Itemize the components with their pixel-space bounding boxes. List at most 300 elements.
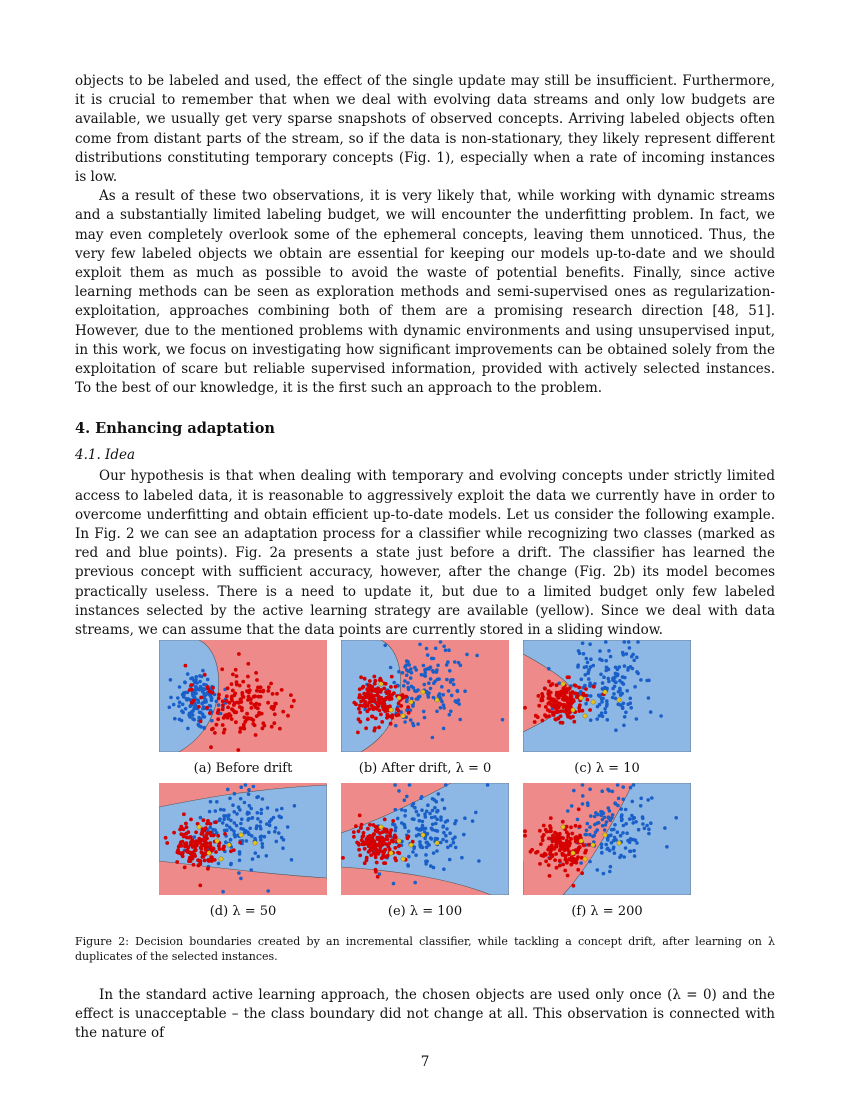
- blue-point: [256, 795, 260, 799]
- red-point: [230, 697, 234, 701]
- blue-point: [465, 653, 469, 657]
- red-point: [379, 713, 383, 717]
- paragraph-bottom-wrap: [75, 986, 775, 1044]
- blue-point: [198, 674, 202, 678]
- red-point: [568, 715, 572, 719]
- blue-point: [451, 837, 455, 841]
- blue-point: [606, 718, 610, 722]
- blue-point: [238, 852, 242, 856]
- blue-point: [248, 804, 252, 808]
- blue-point: [430, 657, 434, 661]
- blue-point: [183, 680, 187, 684]
- red-point: [190, 701, 194, 705]
- blue-point: [647, 827, 651, 831]
- red-point: [567, 844, 571, 848]
- blue-point: [632, 849, 636, 853]
- red-point: [538, 862, 542, 866]
- blue-point: [566, 809, 570, 813]
- red-point: [575, 851, 579, 855]
- red-point: [255, 678, 259, 682]
- blue-point: [639, 678, 643, 682]
- red-point: [246, 662, 250, 666]
- blue-point: [441, 693, 445, 697]
- blue-point: [274, 826, 278, 830]
- red-point: [383, 704, 387, 708]
- blue-point: [606, 838, 610, 842]
- red-point: [292, 699, 296, 703]
- blue-point: [178, 718, 182, 722]
- red-point: [256, 686, 260, 690]
- blue-point: [247, 788, 251, 792]
- selected-point: [435, 698, 439, 702]
- blue-point: [257, 855, 261, 859]
- red-point: [577, 686, 581, 690]
- blue-point: [275, 808, 279, 812]
- red-point: [275, 692, 279, 696]
- red-point: [235, 683, 239, 687]
- red-point: [247, 684, 251, 688]
- red-point: [391, 713, 395, 717]
- red-point: [212, 834, 216, 838]
- blue-point: [623, 640, 627, 644]
- red-point: [374, 825, 378, 829]
- blue-point: [624, 846, 628, 850]
- red-point: [209, 822, 213, 826]
- red-point: [359, 826, 363, 830]
- blue-point: [434, 647, 438, 651]
- red-point: [203, 829, 207, 833]
- blue-point: [396, 817, 400, 821]
- blue-point: [477, 859, 481, 863]
- red-point: [216, 834, 220, 838]
- blue-point: [646, 798, 650, 802]
- blue-point: [641, 815, 645, 819]
- paragraph-observations: As a result of these two observations, it is very likely that, while working with dynamic streams and a substantially limited labeling budget, we will encounter the underfitting problem. In fact, we may even completely overlook some of the ephemeral concepts, leaving them unnoticed. Thus, the very few labeled objects we obtain are essential for keeping our models up-to-date and we should exploit them as much as possible to avoid the waste of potential benefits. Finally, since active learning methods can be seen as exploration methods and semi-supervised ones as regularization-exploitation, approaches combining both of them are a promising research direction [48, 51]. However, due to the mentioned problems with dynamic environments and using unsupervised input, in this work, we focus on investigating how significant improvements can be obtained solely from the exploitation of scare but reliable supervised information, provided with actively selected instances. To the best of our knowledge, it is the first such an approach to the problem.: [75, 188, 775, 397]
- red-point: [199, 720, 203, 724]
- red-point: [210, 728, 214, 732]
- blue-point: [429, 836, 433, 840]
- blue-point: [190, 710, 194, 714]
- red-point: [397, 701, 401, 705]
- blue-point: [235, 812, 239, 816]
- blue-point: [435, 710, 439, 714]
- red-point: [380, 720, 384, 724]
- red-point: [561, 820, 565, 824]
- blue-point: [266, 889, 270, 893]
- blue-point: [421, 820, 425, 824]
- blue-point: [594, 831, 598, 835]
- red-point: [203, 844, 207, 848]
- blue-point: [600, 789, 604, 793]
- blue-point: [600, 851, 604, 855]
- red-point: [551, 846, 555, 850]
- panel-plot-d: [159, 783, 327, 895]
- red-point: [576, 868, 580, 872]
- blue-point: [628, 646, 632, 650]
- selected-point: [207, 851, 211, 855]
- red-point: [269, 682, 273, 686]
- red-point: [372, 851, 376, 855]
- blue-point: [270, 818, 274, 822]
- red-point: [384, 696, 388, 700]
- paragraph-idea: Our hypothesis is that when dealing with temporary and evolving concepts under strictly limited access to labeled data, it is reasonable to aggressively exploit the data we currently have in order to overcome underfitting and obtain efficient up-to-date models. Let us consider the following example. In Fig. 2 we can see an adaptation process for a classifier while recognizing two classes (marked as red and blue points). Fig. 2a presents a state just before a drift. The classifier has learned the previous concept with sufficient accuracy, however, after the change (Fig. 2b) its model becomes practically useless. There is a need to update it, but due to a limited budget only few labeled instances selected by the active learning strategy are available (yellow). Since we deal with data streams, we can assume that the data points are currently stored in a sliding window.: [75, 468, 775, 639]
- red-point: [523, 706, 527, 710]
- blue-point: [224, 840, 228, 844]
- blue-point: [432, 851, 436, 855]
- blue-point: [426, 667, 430, 671]
- blue-point: [618, 679, 622, 683]
- blue-point: [444, 648, 448, 652]
- blue-point: [256, 811, 260, 815]
- red-point: [213, 731, 217, 735]
- red-point: [565, 839, 569, 843]
- blue-point: [184, 707, 188, 711]
- blue-point: [218, 817, 222, 821]
- blue-point: [437, 792, 441, 796]
- blue-point: [439, 841, 443, 845]
- blue-point: [201, 669, 205, 673]
- selected-point: [397, 839, 401, 843]
- blue-point: [609, 865, 613, 869]
- blue-point: [627, 640, 631, 644]
- red-point: [221, 703, 225, 707]
- blue-point: [611, 696, 615, 700]
- blue-point: [429, 677, 433, 681]
- blue-point: [431, 809, 435, 813]
- red-point: [363, 861, 367, 865]
- red-point: [209, 745, 213, 749]
- subfigure-caption-f: (f) λ = 200: [571, 904, 643, 919]
- blue-point: [251, 857, 255, 861]
- blue-point: [448, 669, 452, 673]
- blue-point: [279, 815, 283, 819]
- red-point: [573, 836, 577, 840]
- blue-point: [629, 706, 633, 710]
- blue-point: [404, 809, 408, 813]
- selected-point: [583, 857, 587, 861]
- blue-point: [579, 861, 583, 865]
- red-point: [372, 675, 376, 679]
- red-point: [218, 847, 222, 851]
- selected-point: [571, 708, 575, 712]
- red-point: [238, 730, 242, 734]
- red-point: [234, 668, 238, 672]
- selected-point: [389, 708, 393, 712]
- red-point: [544, 828, 548, 832]
- blue-point: [602, 872, 606, 876]
- blue-point: [253, 837, 257, 841]
- blue-point: [598, 649, 602, 653]
- red-point: [358, 711, 362, 715]
- blue-point: [614, 728, 618, 732]
- red-point: [261, 689, 265, 693]
- red-point: [577, 706, 581, 710]
- blue-point: [258, 825, 262, 829]
- blue-point: [596, 813, 600, 817]
- blue-point: [624, 711, 628, 715]
- blue-point: [423, 683, 427, 687]
- blue-point: [431, 797, 435, 801]
- red-point: [559, 709, 563, 713]
- blue-point: [454, 846, 458, 850]
- red-point: [191, 851, 195, 855]
- blue-point: [439, 818, 443, 822]
- red-point: [164, 836, 168, 840]
- blue-point: [428, 812, 432, 816]
- blue-point: [586, 661, 590, 665]
- red-point: [369, 840, 373, 844]
- red-point: [377, 704, 381, 708]
- blue-point: [393, 783, 397, 787]
- blue-point: [389, 666, 393, 670]
- red-point: [254, 733, 258, 737]
- blue-point: [394, 829, 398, 833]
- selected-point: [379, 682, 383, 686]
- red-point: [556, 696, 560, 700]
- red-point: [266, 701, 270, 705]
- blue-point: [273, 830, 277, 834]
- selected-point: [227, 843, 231, 847]
- red-point: [547, 863, 551, 867]
- blue-point: [421, 846, 425, 850]
- blue-point: [603, 828, 607, 832]
- blue-point: [416, 722, 420, 726]
- red-point: [555, 866, 559, 870]
- red-point: [572, 720, 576, 724]
- blue-point: [217, 862, 221, 866]
- blue-point: [620, 818, 624, 822]
- blue-point: [625, 689, 629, 693]
- blue-point: [607, 649, 611, 653]
- blue-point: [239, 822, 243, 826]
- blue-point: [632, 659, 636, 663]
- selected-point: [591, 700, 595, 704]
- blue-point: [592, 664, 596, 668]
- blue-point: [595, 717, 599, 721]
- blue-point: [192, 718, 196, 722]
- blue-point: [237, 871, 241, 875]
- blue-point: [193, 695, 197, 699]
- blue-point: [454, 819, 458, 823]
- blue-point: [435, 668, 439, 672]
- blue-point: [255, 827, 259, 831]
- figure-caption: Figure 2: Decision boundaries created by an incremental classifier, while tackling a concept drift, after learning on λ duplicates of the selected instances.: [75, 935, 775, 963]
- blue-point: [222, 808, 226, 812]
- blue-point: [463, 689, 467, 693]
- red-point: [208, 711, 212, 715]
- red-point: [358, 854, 362, 858]
- blue-point: [208, 810, 212, 814]
- red-point: [578, 834, 582, 838]
- red-point: [191, 855, 195, 859]
- blue-point: [445, 827, 449, 831]
- selected-point: [561, 825, 565, 829]
- blue-point: [434, 822, 438, 826]
- red-point: [226, 686, 230, 690]
- red-point: [557, 837, 561, 841]
- blue-point: [413, 689, 417, 693]
- blue-point: [628, 817, 632, 821]
- blue-point: [639, 804, 643, 808]
- selected-point: [401, 714, 405, 718]
- red-point: [559, 721, 563, 725]
- blue-point: [200, 702, 204, 706]
- red-point: [538, 829, 542, 833]
- selected-point: [379, 825, 383, 829]
- blue-point: [447, 648, 451, 652]
- blue-point: [438, 692, 442, 696]
- selected-point: [579, 839, 583, 843]
- red-point: [541, 695, 545, 699]
- red-point: [239, 726, 243, 730]
- red-point: [213, 858, 217, 862]
- blue-point: [610, 841, 614, 845]
- blue-point: [604, 823, 608, 827]
- blue-point: [585, 833, 589, 837]
- red-point: [252, 695, 256, 699]
- blue-point: [641, 822, 645, 826]
- blue-point: [427, 681, 431, 685]
- red-point: [243, 716, 247, 720]
- red-point: [380, 840, 384, 844]
- blue-point: [607, 806, 611, 810]
- red-point: [182, 827, 186, 831]
- blue-point: [607, 816, 611, 820]
- blue-point: [622, 702, 626, 706]
- red-point: [406, 705, 410, 709]
- red-point: [378, 709, 382, 713]
- subsection-title: 4.1. Idea: [75, 447, 136, 464]
- blue-point: [449, 710, 453, 714]
- blue-point: [453, 660, 457, 664]
- red-point: [583, 851, 587, 855]
- red-point: [543, 687, 547, 691]
- red-point: [365, 856, 369, 860]
- blue-point: [401, 671, 405, 675]
- red-point: [570, 832, 574, 836]
- red-point: [362, 831, 366, 835]
- red-point: [198, 884, 202, 888]
- red-point: [561, 836, 565, 840]
- blue-point: [425, 845, 429, 849]
- red-point: [555, 691, 559, 695]
- red-point: [539, 699, 543, 703]
- red-point: [281, 710, 285, 714]
- red-point: [216, 717, 220, 721]
- blue-point: [602, 675, 606, 679]
- red-point: [361, 686, 365, 690]
- blue-point: [600, 700, 604, 704]
- red-point: [357, 848, 361, 852]
- blue-point: [425, 860, 429, 864]
- red-point: [393, 846, 397, 850]
- red-point: [358, 814, 362, 818]
- blue-point: [613, 851, 617, 855]
- red-point: [368, 823, 372, 827]
- blue-point: [413, 881, 417, 885]
- blue-point: [244, 783, 248, 787]
- red-point: [574, 824, 578, 828]
- blue-point: [423, 671, 427, 675]
- red-point: [255, 702, 259, 706]
- figure-panel-c: [523, 640, 691, 752]
- red-point: [184, 664, 188, 668]
- red-point: [547, 837, 551, 841]
- red-point: [553, 858, 557, 862]
- blue-point: [392, 681, 396, 685]
- red-point: [555, 710, 559, 714]
- blue-point: [598, 703, 602, 707]
- red-point: [569, 825, 573, 829]
- subfigure-caption-a: (a) Before drift: [193, 761, 293, 776]
- red-point: [217, 696, 221, 700]
- blue-point: [403, 814, 407, 818]
- blue-point: [448, 831, 452, 835]
- panel-plot-a: [159, 640, 327, 752]
- blue-point: [196, 699, 200, 703]
- blue-point: [442, 824, 446, 828]
- red-point: [241, 693, 245, 697]
- blue-point: [435, 818, 439, 822]
- blue-point: [197, 724, 201, 728]
- blue-point: [246, 818, 250, 822]
- red-point: [202, 839, 206, 843]
- page-body: [75, 72, 775, 640]
- red-point: [407, 835, 411, 839]
- blue-point: [588, 833, 592, 837]
- blue-point: [172, 703, 176, 707]
- blue-point: [613, 836, 617, 840]
- blue-point: [610, 816, 614, 820]
- blue-point: [403, 798, 407, 802]
- red-point: [376, 830, 380, 834]
- blue-point: [180, 709, 184, 713]
- red-point: [231, 673, 235, 677]
- blue-point: [623, 676, 627, 680]
- red-point: [182, 834, 186, 838]
- red-point: [572, 858, 576, 862]
- red-point: [375, 690, 379, 694]
- blue-point: [233, 792, 237, 796]
- blue-point: [634, 820, 638, 824]
- selected-point: [389, 851, 393, 855]
- selected-point: [617, 841, 621, 845]
- red-point: [214, 820, 218, 824]
- figure-panel-d: [159, 783, 327, 895]
- blue-point: [570, 804, 574, 808]
- blue-point: [674, 816, 678, 820]
- blue-point: [251, 816, 255, 820]
- red-point: [586, 698, 590, 702]
- red-point: [568, 699, 572, 703]
- red-point: [286, 714, 290, 718]
- red-point: [354, 702, 358, 706]
- blue-point: [624, 822, 628, 826]
- red-point: [220, 667, 224, 671]
- red-point: [230, 682, 234, 686]
- blue-point: [442, 645, 446, 649]
- red-point: [272, 721, 276, 725]
- blue-point: [415, 810, 419, 814]
- blue-point: [425, 841, 429, 845]
- blue-point: [588, 825, 592, 829]
- blue-point: [427, 695, 431, 699]
- blue-point: [475, 654, 479, 658]
- red-point: [563, 696, 567, 700]
- blue-point: [605, 847, 609, 851]
- red-point: [523, 829, 527, 833]
- red-point: [557, 702, 561, 706]
